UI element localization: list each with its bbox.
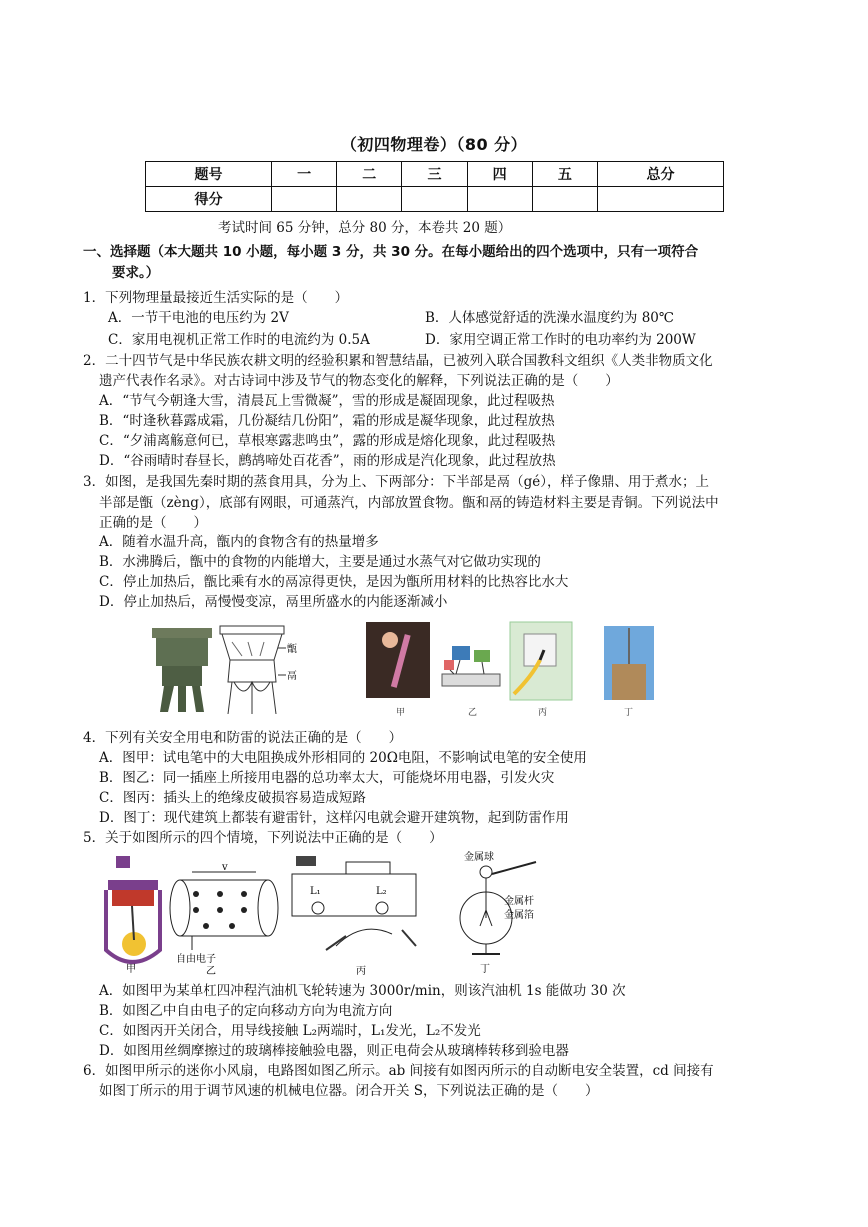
question-2-option-c: C．“夕浦离觞意何已，草根寒露悲鸣虫”，露的形成是熔化现象，此过程吸热	[99, 433, 556, 449]
question-3-option-d: D．停止加热后，鬲慢慢变凉，鬲里所盛水的内能逐渐减小	[99, 594, 448, 610]
question-6-stem-cont: 如图丁所示的用于调节风速的机械电位器。闭合开关 S，下列说法正确的是（ ）	[99, 1083, 599, 1099]
label-zeng: 甑	[287, 644, 297, 655]
question-3-stem-cont2: 正确的是（ ）	[99, 515, 207, 531]
question-5-option-c: C．如图丙开关闭合，用导线接触 L₂两端时，L₁发光，L₂不发光	[99, 1023, 481, 1039]
question-3-option-c: C．停止加热后，甑比乘有水的鬲凉得更快，是因为甑所用材料的比热容比水大	[99, 574, 569, 590]
header-cell: 四	[467, 162, 532, 187]
question-2-stem: 2．二十四节气是中华民族农耕文明的经验积累和智慧结晶，已被列入联合国教科文组织《人类非物质文化	[83, 353, 713, 369]
label-v: v	[222, 862, 228, 873]
score-cell	[402, 187, 467, 212]
label-ding-2: 丁	[480, 964, 490, 975]
question-4-option-c: C．图丙：插头上的绝缘皮破损容易造成短路	[99, 790, 366, 806]
label-bing-2: 丙	[356, 966, 366, 977]
score-table-header-row	[146, 162, 724, 187]
label-yi-2: 乙	[206, 966, 216, 977]
bronze-vessel-figure	[148, 620, 298, 720]
physics-scenarios-figure	[96, 850, 556, 978]
question-3-stem-cont: 半部是甑（zèng），底部有网眼，可通蒸汽，内部放置食物。甑和鬲的铸造材料主要是青铜。下列说法中	[99, 495, 719, 511]
question-6-stem: 6．如图甲所示的迷你小风扇，电路图如图乙所示。ab 间接有如图丙所示的自动断电安全装置，cd 间接有	[83, 1063, 714, 1079]
score-cell	[597, 187, 723, 212]
question-2-option-d: D．“谷雨晴时春昼长，鹧鸪啼处百花香”，雨的形成是汽化现象，此过程放热	[99, 453, 556, 469]
question-5-stem: 5．关于如图所示的四个情境，下列说法中正确的是（ ）	[83, 830, 443, 846]
label-yi-1: 乙	[468, 708, 478, 718]
question-2-option-b: B．“时逢秋暮露成霜，几份凝结几份阳”，霜的形成是凝华现象，此过程放热	[99, 413, 555, 429]
question-1-option-d: D．家用空调正常工作时的电功率约为 200W	[425, 332, 696, 348]
section-heading: 一、选择题（本大题共 10 小题，每小题 3 分，共 30 分。在每小题给出的四个选项中，只有一项符合	[83, 244, 699, 260]
question-4-option-b: B．图乙：同一插座上所接用电器的总功率太大，可能烧坏用电器，引发火灾	[99, 770, 555, 786]
question-4-stem: 4．下列有关安全用电和防雷的说法正确的是（ ）	[83, 730, 403, 746]
label-metal-rod: 金属杆	[504, 896, 534, 907]
question-5-option-b: B．如图乙中自由电子的定向移动方向为电流方向	[99, 1003, 393, 1019]
label-jia-1: 甲	[396, 708, 406, 718]
header-cell: 二	[337, 162, 402, 187]
question-3-option-b: B．水沸腾后，甑中的食物的内能增大，主要是通过水蒸气对它做功实现的	[99, 554, 541, 570]
question-4-option-d: D．图丁：现代建筑上都装有避雷针，这样闪电就会避开建筑物，起到防雷作用	[99, 810, 569, 826]
score-cell	[532, 187, 597, 212]
question-1-option-a: A．一节干电池的电压约为 2V	[108, 310, 289, 326]
score-row-label: 得分	[146, 187, 272, 212]
question-1-stem: 1．下列物理量最接近生活实际的是（ ）	[83, 290, 349, 306]
label-l2: L₂	[376, 886, 387, 897]
question-3-option-a: A．随着水温升高，甑内的食物含有的热量增多	[99, 534, 379, 550]
score-cell	[337, 187, 402, 212]
score-table-score-row	[146, 187, 724, 212]
question-5-option-a: A．如图甲为某单杠四冲程汽油机飞轮转速为 3000r/min，则该汽油机 1s 能做功 30 次	[99, 983, 626, 999]
question-1-option-b: B．人体感觉舒适的洗澡水温度约为 80℃	[425, 310, 674, 326]
header-cell: 总分	[597, 162, 723, 187]
score-cell	[467, 187, 532, 212]
section-heading-cont: 要求。）	[112, 265, 160, 281]
label-metal-foil: 金属箔	[504, 910, 534, 921]
label-free-electron: 自由电子	[176, 954, 216, 965]
header-cell: 一	[272, 162, 337, 187]
header-cell: 题号	[146, 162, 272, 187]
header-cell: 五	[532, 162, 597, 187]
question-3-stem: 3．如图，是我国先秦时期的蒸食用具，分为上、下两部分：下半部是鬲（gé），样子像鼎、用于煮水；上	[83, 474, 709, 490]
header-cell: 三	[402, 162, 467, 187]
page-title: （初四物理卷）（80 分）	[340, 135, 528, 154]
label-metal-ball: 金属球	[464, 852, 494, 863]
question-4-option-a: A．图甲：试电笔中的大电阻换成外形相同的 20Ω电阻，不影响试电笔的安全使用	[99, 750, 587, 766]
label-jia-2: 甲	[126, 964, 136, 975]
score-cell	[272, 187, 337, 212]
question-1-option-c: C．家用电视机正常工作时的电流约为 0.5A	[108, 332, 370, 348]
question-5-option-d: D．如图用丝绸摩擦过的玻璃棒接触验电器，则正电荷会从玻璃棒转移到验电器	[99, 1043, 569, 1059]
label-l1: L₁	[310, 886, 321, 897]
exam-info: 考试时间 65 分钟，总分 80 分，本卷共 20 题）	[218, 220, 512, 236]
label-bing-1: 丙	[538, 708, 548, 718]
question-2-stem-cont: 遗产代表作名录》。对古诗词中涉及节气的物态变化的解释，下列说法正确的是（ ）	[99, 373, 619, 389]
question-2-option-a: A．“节气今朝逢大雪，清晨瓦上雪微凝”，雪的形成是凝固现象，此过程吸热	[99, 393, 555, 409]
label-ding-1: 丁	[624, 708, 634, 718]
label-li: 鬲	[287, 671, 297, 682]
safety-electricity-figures	[364, 620, 664, 720]
score-table	[145, 161, 724, 212]
